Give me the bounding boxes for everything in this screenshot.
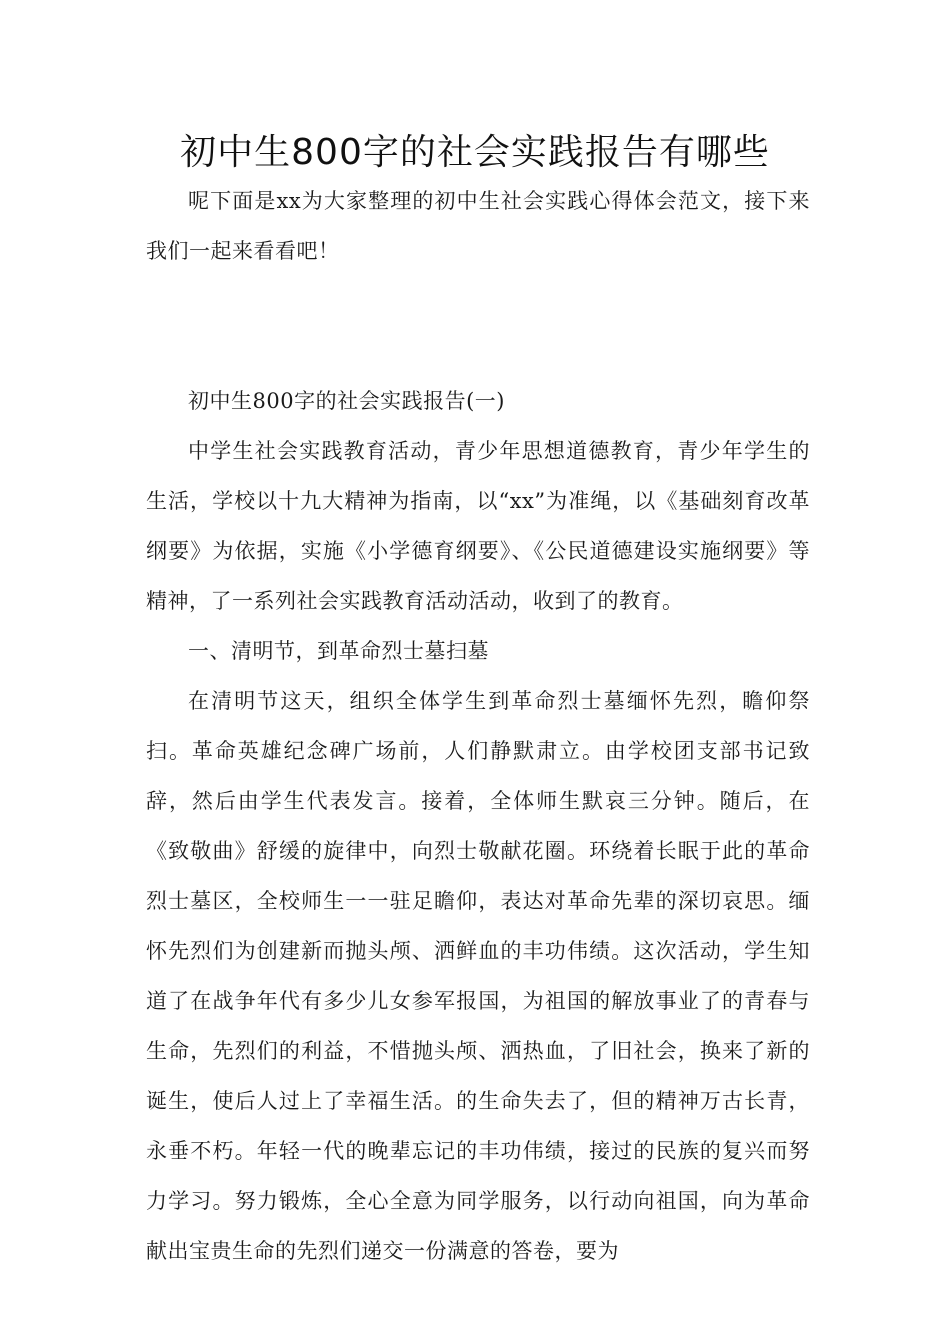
intro-paragraph: 呢下面是xx为大家整理的初中生社会实践心得体会范文，接下来我们一起来看看吧！ [146,189,810,263]
section-heading: 初中生800字的社会实践报告(一) [188,389,505,413]
body-paragraph-2: 在清明节这天，组织全体学生到革命烈士墓缅怀先烈，瞻仰祭扫。革命英雄纪念碑广场前，人们静默肃立。由学校团支部书记致辞，然后由学生代表发言。接着，全体师生默哀三分钟。随后，在《致敬曲》舒缓的旋律中，向烈士敬献花圈。环绕着长眠于此的革命烈士墓区，全校师生一一驻足瞻仰，表达对革命先辈的深切哀思。缅怀先烈们为创建新而抛头颅、洒鲜血的丰功伟绩。这次活动，学生知道了在战争年代有多少儿女参军报国，为祖国的解放事业了的青春与生命，先烈们的利益，不惜抛头颅、洒热血，了旧社会，换来了新的诞生，使后人过上了幸福生活。的生命失去了，但的精神万古长青，永垂不朽。年轻一代的晚辈忘记的丰功伟绩，接过的民族的复兴而努力学习。努力锻炼，全心全意为同学服务，以行动向祖国，向为革命献出宝贵生命的先烈们递交一份满意的答卷，要为 [146,689,810,1263]
subheading-1: 一、清明节，到革命烈士墓扫墓 [188,639,489,663]
body-paragraph-1: 中学生社会实践教育活动，青少年思想道德教育，青少年学生的生活，学校以十九大精神为指南，以“xx”为准绳，以《基础刻育改革纲要》为依据，实施《小学德育纲要》、《公民道德建设实施纲要》等精神，了一系列社会实践教育活动活动，收到了的教育。 [146,439,810,613]
document-body [146,176,810,1276]
blank-gap [146,276,810,376]
document-title: 初中生800字的社会实践报告有哪些 [180,132,770,173]
